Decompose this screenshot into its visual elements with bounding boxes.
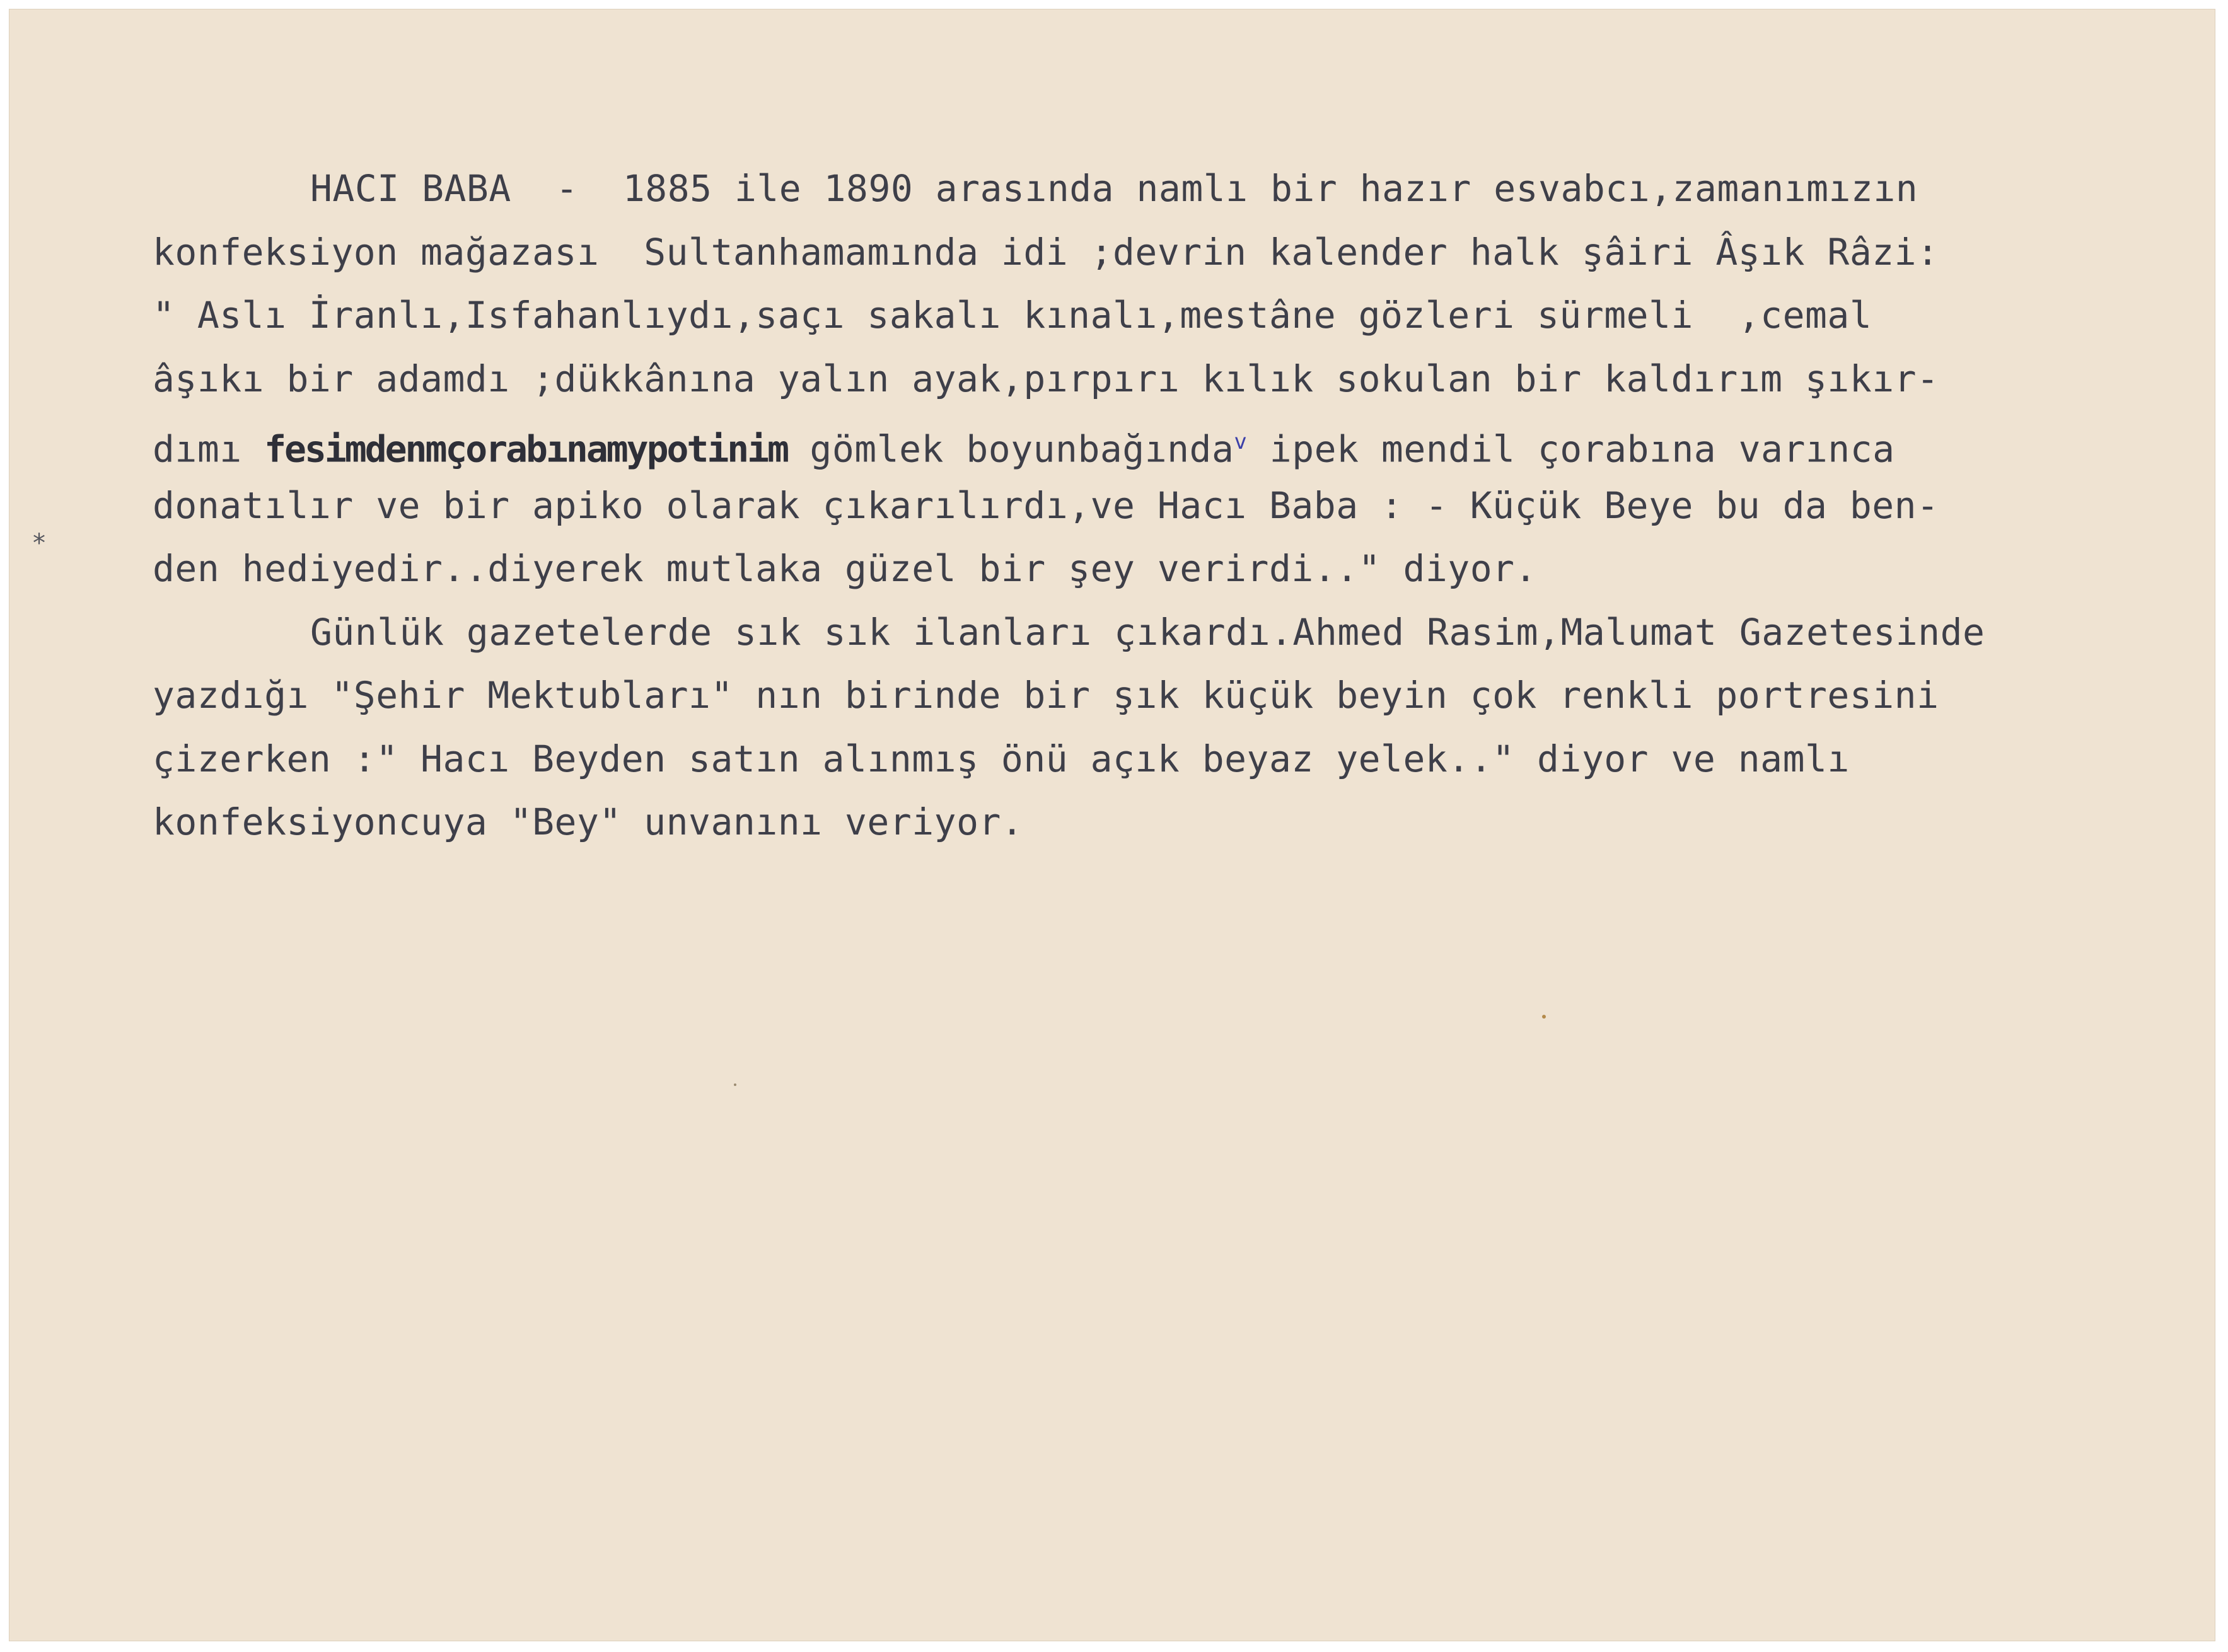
text-line-2: konfeksiyon mağazası Sultanhamamında idi ;devrin kalender halk şâiri Âşık Râzi: xyxy=(153,230,1939,274)
text-line-5-middle: gömlek boyunbağında xyxy=(787,427,1234,471)
text-line-5-end: ipek mendil çorabına varınca xyxy=(1247,427,1895,471)
text-line-6: donatılır ve bir apiko olarak çıkarılırdı,ve Hacı Baba : - Küçük Beye bu da ben- xyxy=(153,483,1939,527)
paper-sheet xyxy=(9,9,2215,1641)
text-line-9: yazdığı "Şehir Mektubları" nın birinde bir şık küçük beyin çok renkli portresini xyxy=(153,674,1939,717)
text-line-10: çizerken :" Hacı Beyden satın alınmış önü açık beyaz yelek.." diyor ve namlı xyxy=(153,737,1850,780)
text-line-5 xyxy=(153,410,2228,474)
text-line-3: " Aslı İranlı,Isfahanlıydı,saçı sakalı kınalı,mestâne gözleri sürmeli ,cemal xyxy=(153,294,1872,337)
margin-mark: * xyxy=(33,529,45,558)
struck-out-text: fesimdenmçorabınamypotinim xyxy=(264,427,788,471)
handwritten-correction: v xyxy=(1234,429,1248,454)
typed-text xyxy=(153,157,2228,854)
text-line-7: den hediyedir..diyerek mutlaka güzel bir şey verirdi.." diyor. xyxy=(153,547,1537,590)
text-line-11: konfeksiyoncuya "Bey" unvanını veriyor. xyxy=(153,800,1024,843)
text-line-8: Günlük gazetelerde sık sık ilanları çıkardı.Ahmed Rasim,Malumat Gazetesinde xyxy=(310,610,1985,654)
paper-speck xyxy=(734,1083,736,1086)
paper-speck xyxy=(1542,1015,1546,1019)
text-line-1: HACI BABA - 1885 ile 1890 arasında namlı bir hazır esvabcı,zamanımızın xyxy=(310,167,1918,210)
text-line-4: âşıkı bir adamdı ;dükkânına yalın ayak,pırpırı kılık sokulan bir kaldırım şıkır- xyxy=(153,357,1939,400)
text-line-5-start: dımı xyxy=(153,427,265,471)
